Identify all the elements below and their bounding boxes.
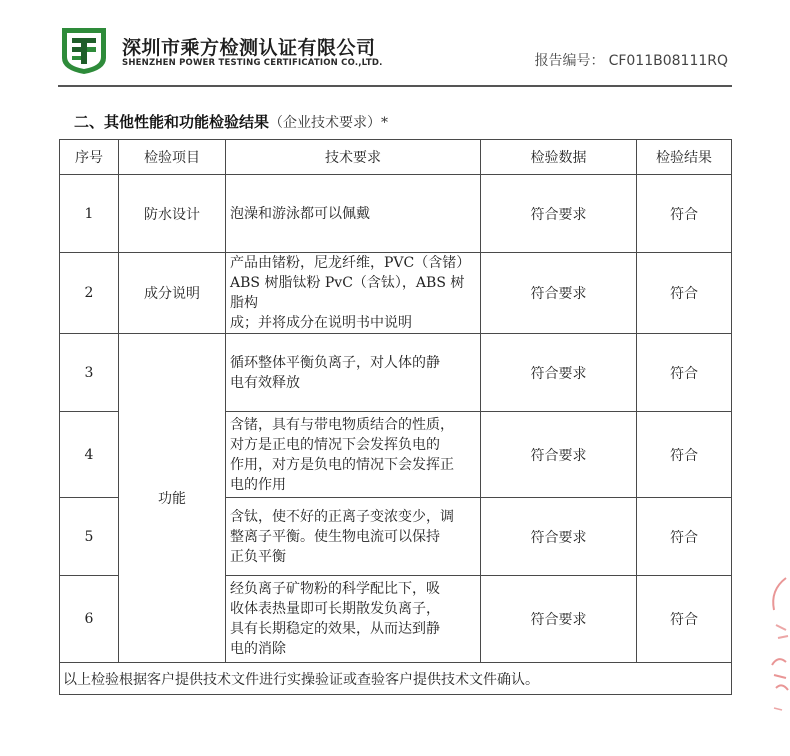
table-row <box>60 253 732 334</box>
row-item-merged: 功能 <box>119 334 226 663</box>
report-number <box>535 50 728 70</box>
company-logo-icon <box>58 24 110 76</box>
table-footer-row <box>60 663 732 695</box>
col-header-data: 检验数据 <box>481 140 637 175</box>
req-line: 整离子平衡。使生物电流可以保持 <box>230 528 440 545</box>
section-title <box>74 111 388 132</box>
row-requirement <box>226 253 481 334</box>
row-no: 5 <box>60 498 119 576</box>
row-data: 符合要求 <box>481 498 637 576</box>
company-name-en: SHENZHEN POWER TESTING CERTIFICATION CO.,LTD. <box>122 58 383 68</box>
req-line: 循环整体平衡负离子，对人体的静 <box>230 354 440 371</box>
row-item: 成分说明 <box>119 253 226 334</box>
req-line: 收体表热量即可长期散发负离子， <box>230 601 440 617</box>
row-data: 符合要求 <box>481 175 637 253</box>
report-number-value: CF011B08111RQ <box>608 53 728 69</box>
row-result: 符合 <box>637 253 732 334</box>
row-requirement <box>226 576 481 663</box>
col-header-item: 检验项目 <box>119 140 226 175</box>
header-divider <box>58 85 732 87</box>
row-result: 符合 <box>637 412 732 498</box>
req-line: 电有效释放 <box>230 374 300 391</box>
results-table <box>59 139 732 695</box>
col-header-no: 序号 <box>60 140 119 175</box>
row-requirement <box>226 334 481 412</box>
req-line: 含锗，具有与带电物质结合的性质， <box>230 416 454 433</box>
req-line: 经负离子矿物粉的科学配比下，吸 <box>230 581 440 597</box>
table-row <box>60 175 732 253</box>
req-line: 对方是正电的情况下会发挥负电的 <box>230 436 440 453</box>
req-line: 电的作用 <box>230 476 286 493</box>
req-line: 成；并将成分在说明书中说明 <box>230 315 412 331</box>
row-result: 符合 <box>637 576 732 663</box>
req-line: 泡澡和游泳都可以佩戴 <box>230 205 370 222</box>
req-line: 具有长期稳定的效果，从而达到静 <box>230 621 440 637</box>
req-line: 正负平衡 <box>230 548 286 565</box>
company-name-cn: 深圳市乘方检测认证有限公司 <box>122 37 376 59</box>
req-line: ABS 树脂钛粉 PvC（含钛），ABS 树脂构 <box>230 275 465 311</box>
row-no: 6 <box>60 576 119 663</box>
row-result: 符合 <box>637 334 732 412</box>
row-data: 符合要求 <box>481 334 637 412</box>
row-requirement <box>226 498 481 576</box>
row-requirement <box>226 412 481 498</box>
table-header-row <box>60 140 732 175</box>
row-no: 1 <box>60 175 119 253</box>
section-title-note: （企业技术要求）* <box>269 115 389 131</box>
row-no: 2 <box>60 253 119 334</box>
row-result: 符合 <box>637 175 732 253</box>
req-line: 电的消除 <box>230 641 286 657</box>
col-header-result: 检验结果 <box>637 140 732 175</box>
row-data: 符合要求 <box>481 412 637 498</box>
row-result: 符合 <box>637 498 732 576</box>
req-line: 作用，对方是负电的情况下会发挥正 <box>230 456 454 473</box>
row-data: 符合要求 <box>481 576 637 663</box>
red-seal-fragment-icon <box>764 570 790 720</box>
row-data: 符合要求 <box>481 253 637 334</box>
row-requirement <box>226 175 481 253</box>
row-no: 4 <box>60 412 119 498</box>
table-footnote: 以上检验根据客户提供技术文件进行实操验证或查验客户提供技术文件确认。 <box>60 663 732 695</box>
section-title-main: 二、其他性能和功能检验结果 <box>74 113 270 131</box>
row-no: 3 <box>60 334 119 412</box>
req-line: 产品由锗粉，尼龙纤维，PVC（含锗） <box>230 255 471 271</box>
report-header <box>0 0 790 92</box>
report-number-label: 报告编号： <box>534 53 605 69</box>
req-line: 含钛，使不好的正离子变浓变少，调 <box>230 508 454 525</box>
col-header-requirement: 技术要求 <box>226 140 481 175</box>
table-row <box>60 334 732 412</box>
row-item: 防水设计 <box>119 175 226 253</box>
